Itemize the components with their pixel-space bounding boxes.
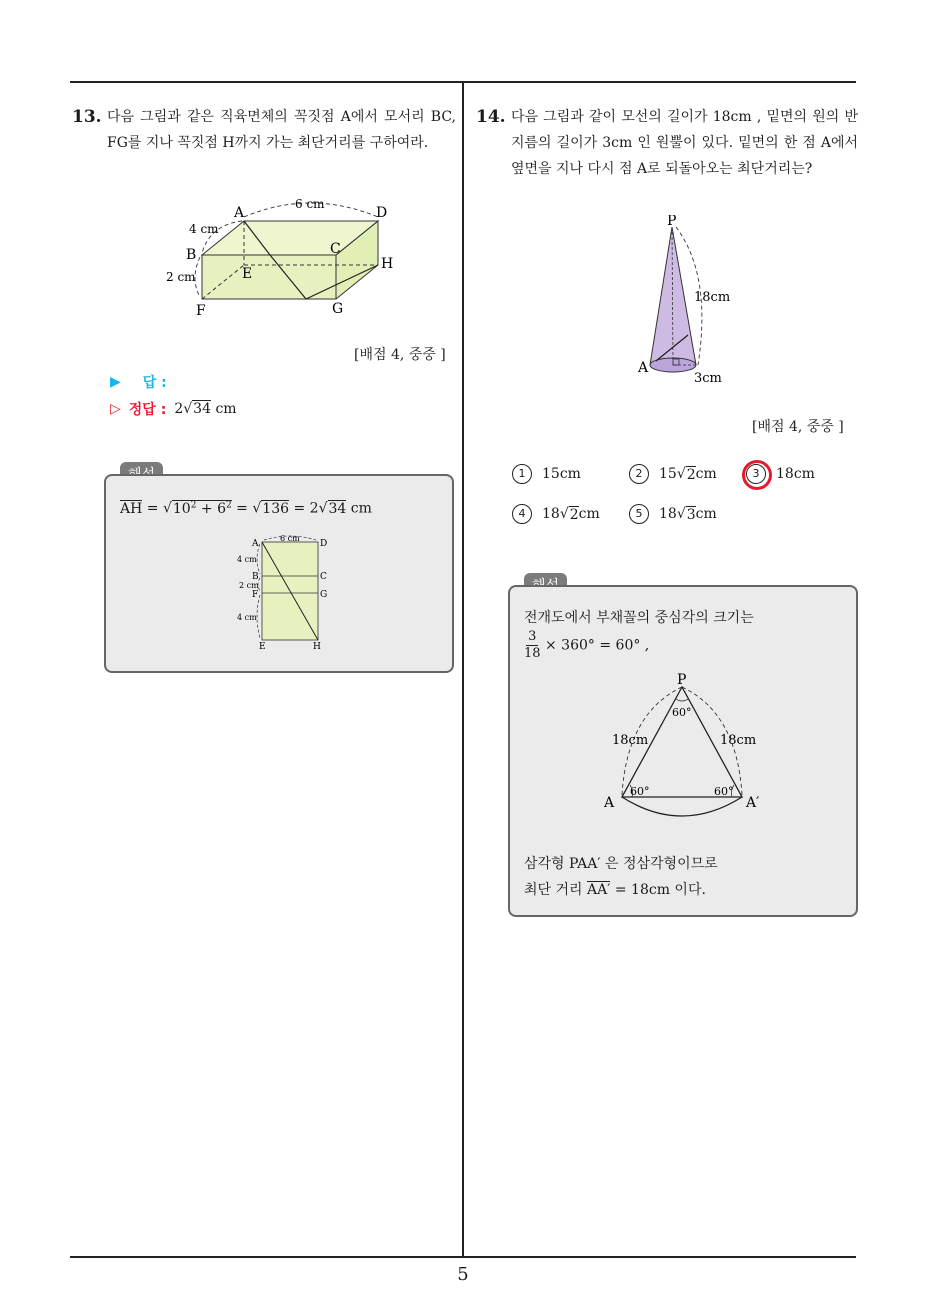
cone-figure	[632, 215, 742, 390]
solution-line-2: 삼각형 PAA′ 은 정삼각형이므로	[524, 856, 718, 872]
cone-slant: 18cm	[694, 290, 731, 305]
choice-2[interactable]: 2 15 √ 2 cm	[629, 464, 717, 484]
svg-text:D: D	[320, 539, 328, 549]
sector-diagram	[592, 673, 792, 833]
cuboid-figure	[160, 195, 405, 320]
svg-text:E: E	[259, 642, 266, 650]
svg-text:6 cm: 6 cm	[280, 534, 300, 543]
dim-4cm: 4 cm	[189, 222, 219, 236]
question-number: 14.	[476, 107, 506, 127]
choice-1[interactable]: 1 15cm	[512, 464, 581, 484]
angle-right: 60°	[714, 785, 734, 798]
angle-left: 60°	[630, 785, 650, 798]
correct-answer-line	[110, 399, 237, 419]
solution-line-3: 최단 거리 AA′ = 18cm 이다.	[524, 882, 706, 898]
label-G: G	[332, 301, 344, 317]
label-H: H	[381, 256, 394, 272]
solution-line-1: 전개도에서 부채꼴의 중심각의 크기는	[524, 610, 754, 626]
solution-fraction-expr: $\frac{3}{18}$ × 360° = 60° ,	[524, 629, 650, 661]
label-D: D	[376, 205, 388, 221]
cone-label-P: P	[667, 215, 677, 229]
dim-2cm: 2 cm	[166, 270, 196, 284]
dim-6cm: 6 cm	[295, 197, 325, 211]
sector-label-P: P	[677, 673, 687, 688]
solution-box-14	[508, 585, 858, 917]
correct-label: 정답 :	[128, 402, 167, 418]
answer-arrow-icon: ▶	[110, 374, 121, 390]
sector-label-A-prime: A′	[746, 795, 760, 811]
label-E: E	[242, 266, 253, 282]
question-13	[72, 104, 456, 156]
svg-text:F: F	[252, 590, 259, 600]
svg-text:4 cm: 4 cm	[237, 555, 257, 564]
score-14: [배점 4, 중중 ]	[752, 419, 844, 435]
correct-arrow-icon: ▷	[110, 401, 121, 417]
sector-side-right: 18cm	[720, 733, 757, 748]
svg-text:H: H	[313, 642, 321, 650]
question-text: 다음 그림과 같이 모선의 길이가 18cm , 밑면의 원의 반지름의 길이가 3cm 인 원뿔이 있다. 밑면의 한 점 A에서 옆면을 지나 다시 점 A로 되돌아오는 최단거리는?	[511, 109, 858, 177]
cone-label-A: A	[638, 360, 649, 376]
answer-line	[110, 372, 167, 392]
choice-3[interactable]: 3 18cm	[746, 464, 815, 484]
label-A: A	[234, 205, 245, 221]
label-F: F	[196, 303, 206, 319]
choice-5[interactable]: 5 18 √ 3 cm	[629, 504, 717, 524]
sector-label-A: A	[604, 795, 615, 811]
svg-text:A: A	[252, 539, 259, 549]
svg-text:C: C	[320, 572, 327, 582]
net-figure	[224, 534, 344, 650]
svg-text:4 cm: 4 cm	[237, 613, 257, 622]
choice-4[interactable]: 4 18 √ 2 cm	[512, 504, 600, 524]
question-number: 13.	[72, 107, 102, 127]
bottom-rule	[70, 1256, 856, 1258]
solution-formula: AH = $√10^2 + 6^2 = √136 = 2√34$ cm	[120, 500, 372, 517]
svg-text:2 cm: 2 cm	[239, 581, 259, 590]
label-C: C	[330, 241, 341, 257]
answer-label: 답 :	[142, 375, 167, 391]
score-13: [배점 4, 중중 ]	[354, 347, 446, 363]
solution-box-13	[104, 474, 454, 673]
label-B: B	[186, 247, 197, 263]
correct-answer: 2√34 cm	[174, 401, 237, 417]
page-number: 5	[457, 1264, 469, 1285]
svg-text:B: B	[252, 572, 259, 582]
question-text: 다음 그림과 같은 직육면체의 꼭짓점 A에서 모서리 BC, FG를 지나 꼭짓점 H까지 가는 최단거리를 구하여라.	[107, 109, 456, 151]
angle-top: 60°	[672, 706, 692, 719]
sector-side-left: 18cm	[612, 733, 649, 748]
cone-radius: 3cm	[694, 371, 722, 386]
svg-text:G: G	[320, 590, 328, 600]
column-divider	[462, 82, 464, 1257]
question-14	[476, 104, 858, 182]
